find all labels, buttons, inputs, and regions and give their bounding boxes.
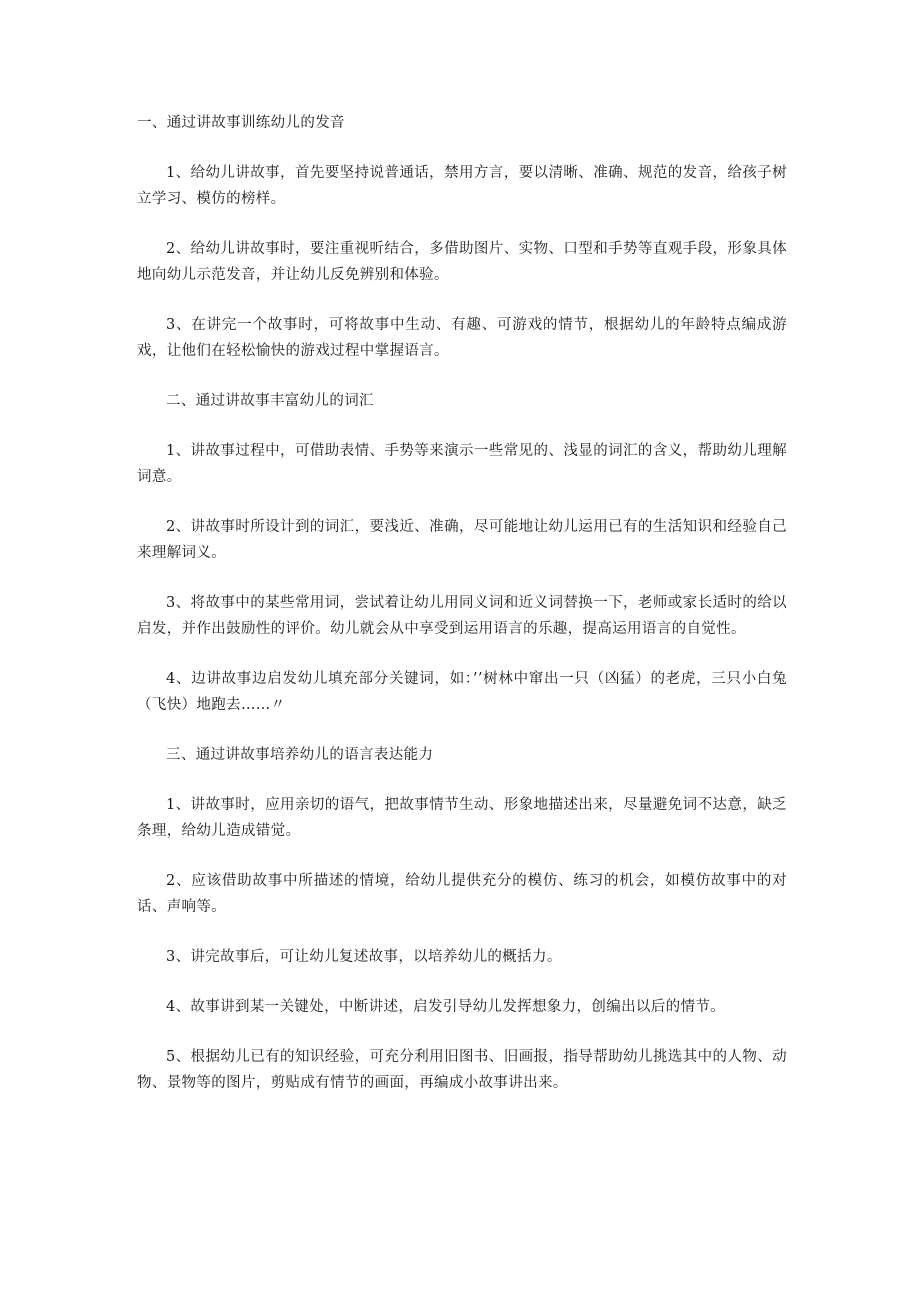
section-3-item-4: 4、故事讲到某一关键处，中断讲述，启发引导幼儿发挥想象力，创编出以后的情节。 [166,999,726,1015]
document-body [137,110,787,1096]
section-1-item-2: 2、给幼儿讲故事时，要注重视听结合，多借助图片、实物、口型和手势等直观手段，形象具体地向幼儿示范发音，并让幼儿反免辨别和体验。 [137,241,787,283]
section-3-item-5: 5、根据幼儿已有的知识经验，可充分利用旧图书、旧画报，指导帮助幼儿挑选其中的人物、动物、景物等的图片，剪贴成有情节的画面，再编成小故事讲出来。 [137,1049,787,1091]
section-3-heading: 三、通过讲故事培养幼儿的语言表达能力 [166,747,434,763]
section-2-item-3: 3、将故事中的某些常用词，尝试着让幼儿用同义词和近义词替换一下，老师或家长适时的给以启发，并作出鼓励性的评价。幼儿就会从中享受到运用语言的乐趣，提高运用语言的自觉性。 [137,595,787,637]
section-3-item-3: 3、讲完故事后，可让幼儿复述故事，以培养幼儿的概括力。 [166,949,562,965]
section-1-heading: 一、通过讲故事训练幼儿的发音 [137,115,345,131]
section-2-item-2: 2、讲故事时所设计到的词汇，要浅近、准确，尽可能地让幼儿运用已有的生活知识和经验自己来理解词义。 [137,519,787,561]
section-1-item-3: 3、在讲完一个故事时，可将故事中生动、有趣、可游戏的情节，根据幼儿的年龄特点编成游戏，让他们在轻松愉快的游戏过程中掌握语言。 [137,317,787,359]
section-2-item-4: 4、边讲故事边启发幼儿填充部分关键词，如：’’树林中窜出一只（凶猛）的老虎，三只小白兔（飞快）地跑去……〃 [137,671,787,713]
section-3-item-2: 2、应该借助故事中所描述的情境，给幼儿提供充分的模仿、练习的机会，如模仿故事中的对话、声响等。 [137,873,787,915]
section-2-item-1: 1、讲故事过程中，可借助表情、手势等来演示一些常见的、浅显的词汇的含义，帮助幼儿理解词意。 [137,443,787,485]
section-2-heading: 二、通过讲故事丰富幼儿的词汇 [166,393,374,409]
section-1-item-1: 1、给幼儿讲故事，首先要坚持说普通话，禁用方言，要以清晰、准确、规范的发音，给孩子树立学习、模仿的榜样。 [137,165,787,207]
section-3-item-1: 1、讲故事时，应用亲切的语气，把故事情节生动、形象地描述出来，尽量避免词不达意，缺乏条理，给幼儿造成错觉。 [137,797,787,839]
